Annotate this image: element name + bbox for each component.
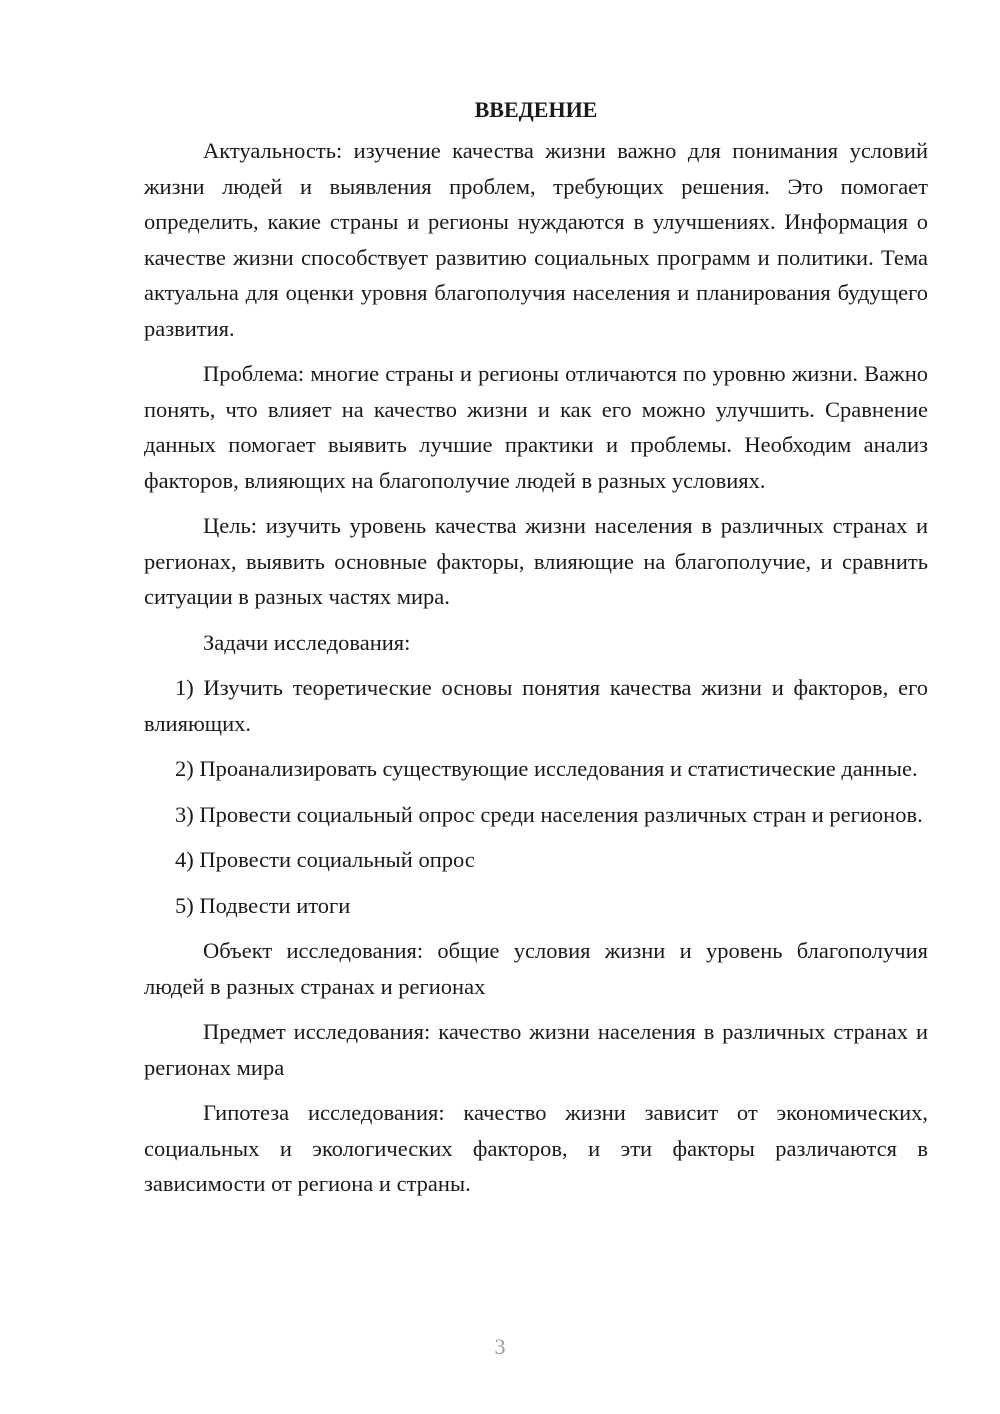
page-number: 3 — [494, 1334, 506, 1359]
page-content — [144, 92, 928, 1212]
task-item-5: 5) Подвести итоги — [175, 892, 351, 918]
task-item-4: 4) Провести социальный опрос — [175, 847, 475, 872]
object-paragraph: Объект исследования: общие условия жизни и уровень благополучия людей в разных странах и регионах — [144, 938, 928, 999]
hypothesis-paragraph: Гипотеза исследования: качество жизни зависит от экономических, социальных и экологических факторов, и эти факторы различаются в зависимости от региона и страны. — [144, 1100, 928, 1196]
section-title: ВВЕДЕНИЕ — [474, 97, 598, 122]
goal-paragraph: Цель: изучить уровень качества жизни населения в различных странах и регионах, выявить основные факторы, влияющие на благополучие, и сравнить ситуации в разных частях мира. — [144, 513, 928, 609]
task-item-2: 2) Проанализировать существующие исследования и статистические данные. — [175, 756, 918, 781]
problem-paragraph: Проблема: многие страны и регионы отличаются по уровню жизни. Важно понять, что влияет на качество жизни и как его можно улучшить. Сравнение данных помогает выявить лучшие практики и проблемы. Необходим анализ факторов, влияющих на благополучие людей в разных условиях. — [144, 361, 928, 493]
tasks-heading: Задачи исследования: — [203, 629, 411, 655]
task-item-3: 3) Провести социальный опрос среди населения различных стран и регионов. — [175, 801, 923, 827]
subject-paragraph: Предмет исследования: качество жизни населения в различных странах и регионах мира — [144, 1019, 928, 1080]
task-item-1: 1) Изучить теоретические основы понятия качества жизни и факторов, его влияющих. — [144, 675, 928, 736]
relevance-paragraph: Актуальность: изучение качества жизни важно для понимания условий жизни людей и выявления проблем, требующих решения. Это помогает определить, какие страны и регионы нуждаются в улучшениях. Информация о качестве жизни способствует развитию социальных программ и политики. Тема актуальна для оценки уровня благополучия населения и планирования будущего развития. — [144, 138, 928, 341]
